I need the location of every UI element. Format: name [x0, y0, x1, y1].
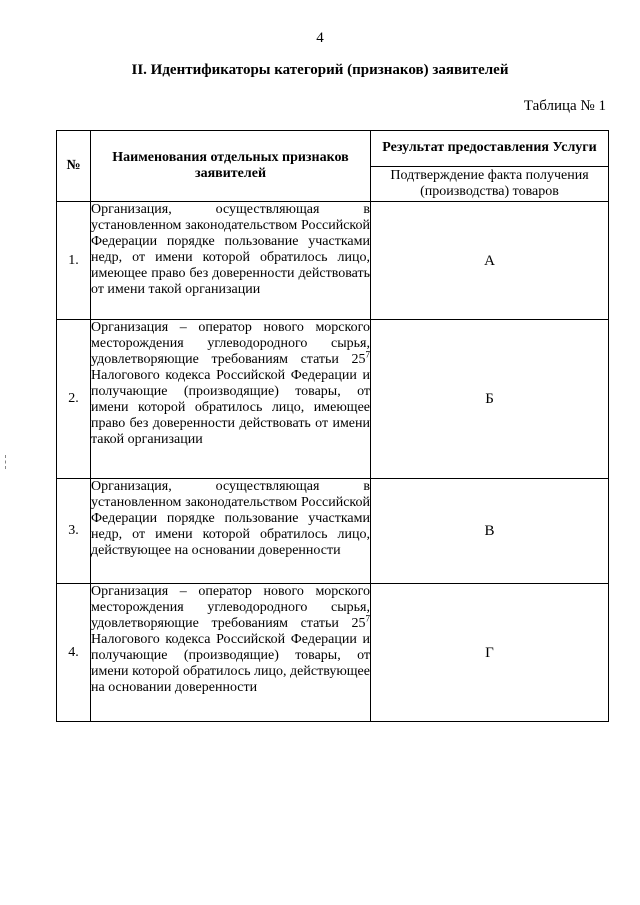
applicant-categories-table	[56, 130, 609, 722]
article-superscript: 7	[365, 349, 370, 360]
row-number: 2.	[57, 320, 91, 479]
header-name: Наименования отдельных признаков заявителей	[91, 131, 371, 202]
table-header-row	[57, 131, 609, 167]
table-row	[57, 479, 609, 584]
row-description	[91, 584, 371, 722]
page-number: 4	[316, 30, 324, 46]
row-description-part: Организация – оператор нового морского месторождения углеводородного сырья, удовлетворяющие требованиям статьи 25	[91, 584, 370, 631]
row-description-part: Организация – оператор нового морского месторождения углеводородного сырья, удовлетворяющие требованиям статьи 25	[91, 320, 370, 367]
row-result: Б	[371, 320, 609, 479]
row-description	[91, 320, 371, 479]
row-number: 1.	[57, 202, 91, 320]
row-description: Организация, осуществляющая в установленном законодательством Российской Федерации порядке пользование участками недр, от имени которой обратилось лицо, действующее на основании доверенности	[91, 479, 371, 584]
row-number: 3.	[57, 479, 91, 584]
row-description-part: Налогового кодекса Российской Федерации и получающие (производящие) товары, от имени которой обратилось лицо, действующее на основании доверенности	[91, 632, 370, 695]
header-result-subtitle: Подтверждение факта получения (производства) товаров	[371, 166, 609, 202]
table-row	[57, 202, 609, 320]
table-row	[57, 320, 609, 479]
scan-margin-mark	[5, 455, 7, 469]
row-description-part: Налогового кодекса Российской Федерации и получающие (производящие) товары, от имени которой обратилось лицо, имеющее право без доверенности действовать от имени такой организации	[91, 368, 370, 447]
header-result: Результат предоставления Услуги	[371, 131, 609, 167]
article-superscript: 7	[365, 613, 370, 624]
row-number: 4.	[57, 584, 91, 722]
row-result: В	[371, 479, 609, 584]
table-caption: Таблица № 1	[523, 98, 606, 114]
table-row	[57, 584, 609, 722]
section-title: II. Идентификаторы категорий (признаков) заявителей	[131, 62, 509, 78]
header-number: №	[57, 131, 91, 202]
row-result: Г	[371, 584, 609, 722]
row-description: Организация, осуществляющая в установленном законодательством Российской Федерации порядке пользование участками недр, от имени которой обратилось лицо, имеющее право без доверенности действовать от имени такой организации	[91, 202, 371, 320]
row-result: А	[371, 202, 609, 320]
